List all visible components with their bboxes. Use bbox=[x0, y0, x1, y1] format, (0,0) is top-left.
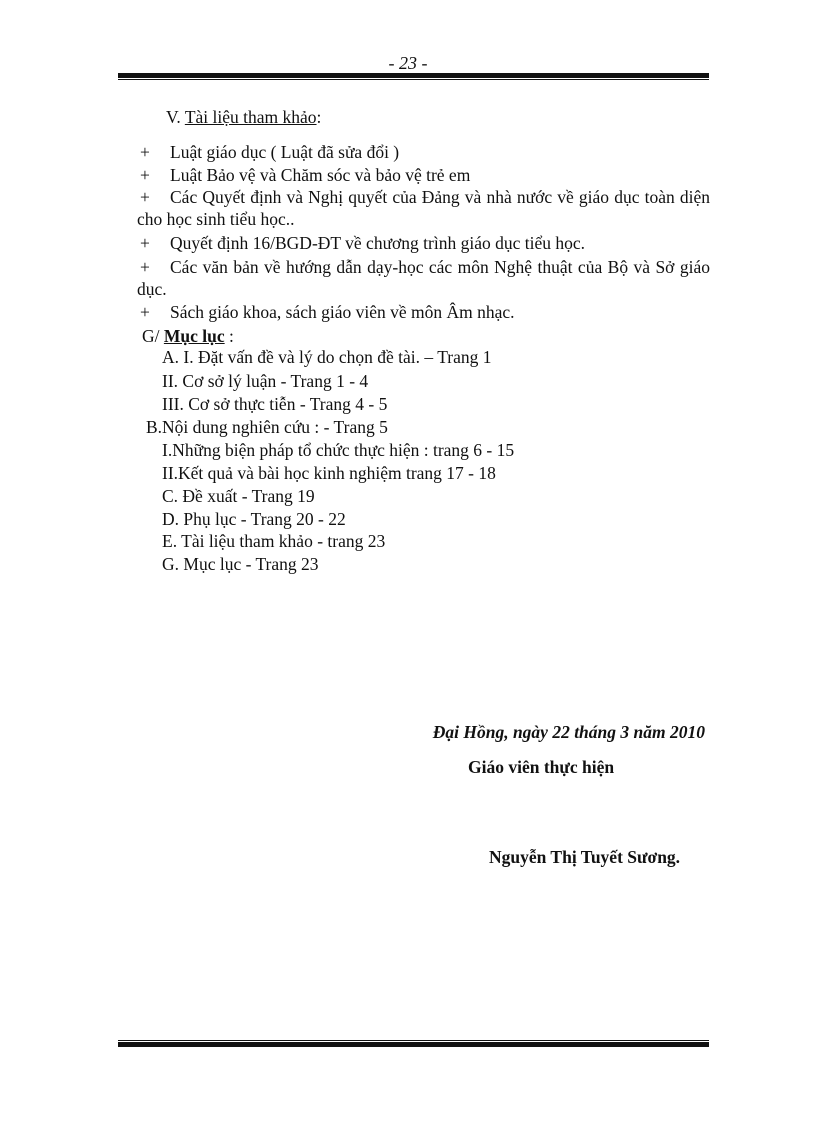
toc-item: A. I. Đặt vấn đề và lý do chọn đề tài. – Trang 1 bbox=[162, 347, 492, 367]
toc-item: II.Kết quả và bài học kinh nghiệm trang 17 - 18 bbox=[162, 463, 496, 483]
reference-text: Sách giáo khoa, sách giáo viên về môn Âm nhạc. bbox=[170, 302, 515, 322]
toc-item: D. Phụ lục - Trang 20 - 22 bbox=[162, 509, 346, 529]
contents-heading-prefix: G/ bbox=[142, 326, 164, 346]
contents-heading-text: Mục lục bbox=[163, 326, 225, 346]
toc-item: I.Những biện pháp tổ chức thực hiện : trang 6 - 15 bbox=[162, 440, 515, 460]
reference-item bbox=[140, 301, 710, 323]
reference-item bbox=[140, 164, 710, 186]
toc-item: B.Nội dung nghiên cứu : - Trang 5 bbox=[146, 417, 388, 437]
references-heading bbox=[166, 106, 321, 128]
reference-item bbox=[137, 256, 710, 300]
page-number: - 23 - bbox=[388, 53, 428, 73]
reference-text: Các văn bản về hướng dẫn dạy-học các môn Nghệ thuật của Bộ và Sở giáo dục. bbox=[137, 257, 710, 299]
toc-item: E. Tài liệu tham khảo - trang 23 bbox=[162, 531, 386, 551]
header-rule bbox=[118, 73, 709, 80]
contents-heading-suffix: : bbox=[224, 326, 234, 346]
signature-place-date: Đại Hồng, ngày 22 tháng 3 năm 2010 bbox=[432, 722, 705, 742]
reference-text: Các Quyết định và Nghị quyết của Đảng và nhà nước về giáo dục toàn diện cho học sinh tiểu học.. bbox=[137, 187, 710, 229]
toc-item: II. Cơ sở lý luận - Trang 1 - 4 bbox=[162, 371, 369, 391]
plus-bullet: + bbox=[140, 142, 150, 162]
references-heading-suffix: : bbox=[316, 107, 322, 127]
contents-heading bbox=[142, 325, 234, 347]
plus-bullet: + bbox=[140, 165, 150, 185]
reference-text: Luật giáo dục ( Luật đã sửa đổi ) bbox=[170, 142, 400, 162]
plus-bullet: + bbox=[140, 233, 150, 253]
toc-item: C. Đề xuất - Trang 19 bbox=[162, 486, 315, 506]
toc-item: G. Mục lục - Trang 23 bbox=[162, 554, 319, 574]
signature-role: Giáo viên thực hiện bbox=[468, 757, 615, 777]
plus-bullet: + bbox=[140, 302, 150, 322]
toc-item: III. Cơ sở thực tiễn - Trang 4 - 5 bbox=[162, 394, 388, 414]
reference-item bbox=[137, 186, 710, 230]
references-heading-prefix: V. bbox=[166, 107, 185, 127]
references-heading-text: Tài liệu tham khảo bbox=[184, 107, 317, 127]
reference-item bbox=[140, 232, 710, 254]
footer-rule bbox=[118, 1040, 709, 1047]
plus-bullet: + bbox=[140, 257, 150, 277]
reference-item bbox=[140, 141, 710, 163]
plus-bullet: + bbox=[140, 187, 150, 207]
signature-name: Nguyễn Thị Tuyết Sương. bbox=[489, 847, 681, 867]
reference-text: Quyết định 16/BGD-ĐT về chương trình giáo dục tiểu học. bbox=[170, 233, 586, 253]
reference-text: Luật Bảo vệ và Chăm sóc và bảo vệ trẻ em bbox=[170, 165, 471, 185]
